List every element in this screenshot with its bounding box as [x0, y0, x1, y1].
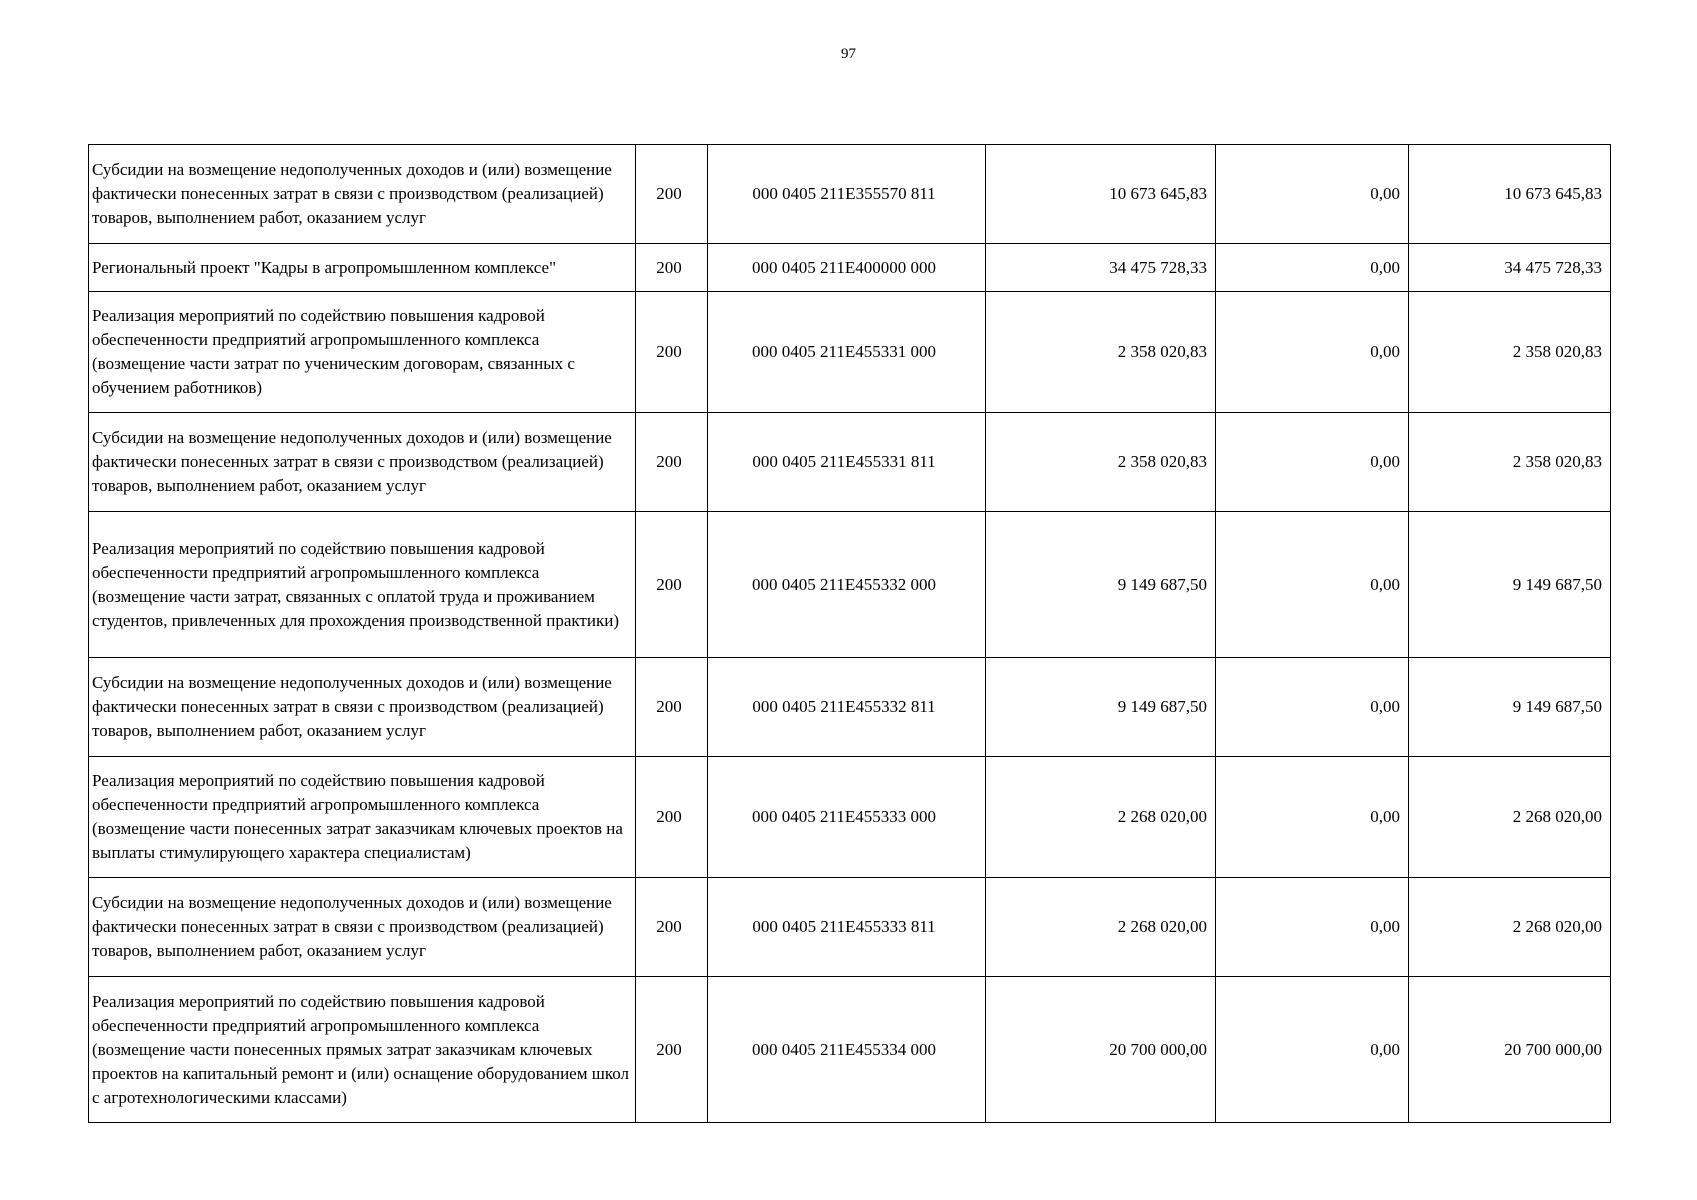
- row-budget-code: 000 0405 211E455334 000: [708, 977, 986, 1123]
- row-line-code: 200: [636, 413, 708, 512]
- row-remainder: 34 475 728,33: [1409, 244, 1611, 292]
- table-row: [89, 878, 1611, 977]
- table-row: [89, 658, 1611, 757]
- row-remainder: 10 673 645,83: [1409, 145, 1611, 244]
- row-assigned: 2 358 020,83: [986, 413, 1216, 512]
- row-executed: 0,00: [1216, 292, 1409, 413]
- row-assigned: 9 149 687,50: [986, 512, 1216, 658]
- row-name: Реализация мероприятий по содействию повышения кадровой обеспеченности предприятий агропромышленного комплекса (возмещение части затрат, связанных с оплатой труда и проживанием студентов, привлеченных для прохождения производственной практики): [89, 512, 636, 658]
- row-executed: 0,00: [1216, 977, 1409, 1123]
- row-budget-code: 000 0405 211E455332 811: [708, 658, 986, 757]
- row-executed: 0,00: [1216, 512, 1409, 658]
- row-remainder: 20 700 000,00: [1409, 977, 1611, 1123]
- row-name: Реализация мероприятий по содействию повышения кадровой обеспеченности предприятий агропромышленного комплекса (возмещение части затрат по ученическим договорам, связанных с обучением работников): [89, 292, 636, 413]
- row-assigned: 34 475 728,33: [986, 244, 1216, 292]
- row-budget-code: 000 0405 211E455333 811: [708, 878, 986, 977]
- row-line-code: 200: [636, 658, 708, 757]
- row-budget-code: 000 0405 211E455333 000: [708, 757, 986, 878]
- row-line-code: 200: [636, 145, 708, 244]
- table-row: [89, 977, 1611, 1123]
- row-budget-code: 000 0405 211E355570 811: [708, 145, 986, 244]
- table-row: [89, 292, 1611, 413]
- row-name: Субсидии на возмещение недополученных доходов и (или) возмещение фактически понесенных затрат в связи с производством (реализацией) товаров, выполнением работ, оказанием услуг: [89, 413, 636, 512]
- row-budget-code: 000 0405 211E455331 811: [708, 413, 986, 512]
- row-assigned: 2 358 020,83: [986, 292, 1216, 413]
- row-line-code: 200: [636, 757, 708, 878]
- row-executed: 0,00: [1216, 757, 1409, 878]
- row-line-code: 200: [636, 244, 708, 292]
- row-budget-code: 000 0405 211E455332 000: [708, 512, 986, 658]
- row-assigned: 20 700 000,00: [986, 977, 1216, 1123]
- table-row: [89, 413, 1611, 512]
- row-remainder: 9 149 687,50: [1409, 512, 1611, 658]
- row-budget-code: 000 0405 211E455331 000: [708, 292, 986, 413]
- row-name: Субсидии на возмещение недополученных доходов и (или) возмещение фактически понесенных затрат в связи с производством (реализацией) товаров, выполнением работ, оказанием услуг: [89, 658, 636, 757]
- row-assigned: 2 268 020,00: [986, 878, 1216, 977]
- budget-table: [88, 144, 1611, 1123]
- row-line-code: 200: [636, 878, 708, 977]
- table-row: [89, 244, 1611, 292]
- row-name: Реализация мероприятий по содействию повышения кадровой обеспеченности предприятий агропромышленного комплекса (возмещение части понесенных прямых затрат заказчикам ключевых проектов на капитальный ремонт и (или) оснащение оборудованием школ с агротехнологическими классами): [89, 977, 636, 1123]
- row-executed: 0,00: [1216, 658, 1409, 757]
- table-row: [89, 145, 1611, 244]
- row-remainder: 9 149 687,50: [1409, 658, 1611, 757]
- row-assigned: 2 268 020,00: [986, 757, 1216, 878]
- row-remainder: 2 268 020,00: [1409, 878, 1611, 977]
- page-number: 97: [841, 46, 856, 62]
- row-executed: 0,00: [1216, 413, 1409, 512]
- row-executed: 0,00: [1216, 878, 1409, 977]
- row-line-code: 200: [636, 292, 708, 413]
- row-remainder: 2 358 020,83: [1409, 413, 1611, 512]
- row-assigned: 9 149 687,50: [986, 658, 1216, 757]
- row-remainder: 2 358 020,83: [1409, 292, 1611, 413]
- table-row: [89, 757, 1611, 878]
- row-remainder: 2 268 020,00: [1409, 757, 1611, 878]
- row-line-code: 200: [636, 512, 708, 658]
- row-assigned: 10 673 645,83: [986, 145, 1216, 244]
- row-line-code: 200: [636, 977, 708, 1123]
- row-name: Реализация мероприятий по содействию повышения кадровой обеспеченности предприятий агропромышленного комплекса (возмещение части понесенных затрат заказчикам ключевых проектов на выплаты стимулирующего характера специалистам): [89, 757, 636, 878]
- row-executed: 0,00: [1216, 244, 1409, 292]
- row-name: Субсидии на возмещение недополученных доходов и (или) возмещение фактически понесенных затрат в связи с производством (реализацией) товаров, выполнением работ, оказанием услуг: [89, 145, 636, 244]
- row-name: Субсидии на возмещение недополученных доходов и (или) возмещение фактически понесенных затрат в связи с производством (реализацией) товаров, выполнением работ, оказанием услуг: [89, 878, 636, 977]
- row-budget-code: 000 0405 211E400000 000: [708, 244, 986, 292]
- table-row: [89, 512, 1611, 658]
- row-name: Региональный проект "Кадры в агропромышленном комплексе": [89, 244, 636, 292]
- row-executed: 0,00: [1216, 145, 1409, 244]
